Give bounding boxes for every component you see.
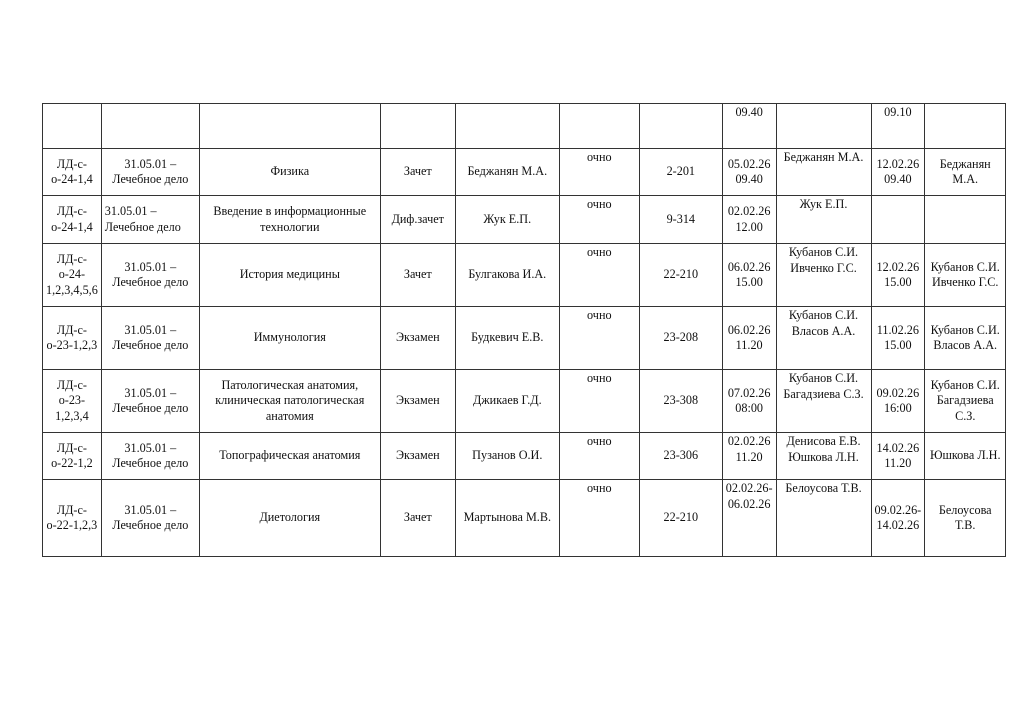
- first-attempt-examiners-cell: Кубанов С.И. Багадзиева С.З.: [776, 370, 871, 433]
- group-cell: ЛД-с-о-22-1,2,3: [43, 480, 102, 557]
- second-attempt-date-cell: 11.02.26 15.00: [871, 307, 925, 370]
- program-code-cell: 31.05.01 – Лечебное дело: [101, 149, 199, 196]
- second-attempt-date-cell: 09.02.26 16:00: [871, 370, 925, 433]
- program-code-cell: 31.05.01 – Лечебное дело: [101, 480, 199, 557]
- discipline-cell: [199, 104, 380, 149]
- teacher-cell: Жук Е.П.: [455, 196, 559, 244]
- teacher-cell: Будкевич Е.В.: [455, 307, 559, 370]
- first-attempt-date-cell: 06.02.26 11.20: [722, 307, 776, 370]
- first-attempt-examiners-cell: Денисова Е.В. Юшкова Л.Н.: [776, 433, 871, 480]
- study-form-cell: очно: [559, 370, 639, 433]
- study-form-cell: очно: [559, 196, 639, 244]
- first-attempt-date-cell: 09.40: [722, 104, 776, 149]
- exam-schedule-table: [42, 103, 1006, 557]
- discipline-cell: Патологическая анатомия, клиническая патологическая анатомия: [199, 370, 380, 433]
- table-row: [43, 244, 1006, 307]
- study-form-cell: очно: [559, 433, 639, 480]
- second-attempt-examiners-cell: [925, 196, 1006, 244]
- teacher-cell: Булгакова И.А.: [455, 244, 559, 307]
- study-form-cell: очно: [559, 480, 639, 557]
- program-code-cell: 31.05.01 – Лечебное дело: [101, 244, 199, 307]
- second-attempt-date-cell: 09.02.26-14.02.26: [871, 480, 925, 557]
- discipline-cell: Введение в информационные технологии: [199, 196, 380, 244]
- table-row: [43, 104, 1006, 149]
- room-cell: 22-210: [639, 244, 722, 307]
- first-attempt-examiners-cell: Беджанян М.А.: [776, 149, 871, 196]
- study-form-cell: [559, 104, 639, 149]
- group-cell: ЛД-с-о-22-1,2: [43, 433, 102, 480]
- second-attempt-examiners-cell: [925, 104, 1006, 149]
- group-cell: ЛД-с-о-24-1,4: [43, 196, 102, 244]
- group-cell: ЛД-с-о-23-1,2,3: [43, 307, 102, 370]
- room-cell: 2-201: [639, 149, 722, 196]
- group-cell: ЛД-с-о-24-1,4: [43, 149, 102, 196]
- program-code-cell: 31.05.01 – Лечебное дело: [101, 196, 199, 244]
- control-form-cell: Экзамен: [380, 370, 455, 433]
- discipline-cell: Диетология: [199, 480, 380, 557]
- second-attempt-date-cell: 14.02.26 11.20: [871, 433, 925, 480]
- first-attempt-examiners-cell: Белоусова Т.В.: [776, 480, 871, 557]
- second-attempt-date-cell: 12.02.26 15.00: [871, 244, 925, 307]
- study-form-cell: очно: [559, 149, 639, 196]
- second-attempt-examiners-cell: Юшкова Л.Н.: [925, 433, 1006, 480]
- first-attempt-date-cell: 07.02.26 08:00: [722, 370, 776, 433]
- teacher-cell: Беджанян М.А.: [455, 149, 559, 196]
- control-form-cell: Зачет: [380, 149, 455, 196]
- control-form-cell: Экзамен: [380, 307, 455, 370]
- discipline-cell: История медицины: [199, 244, 380, 307]
- second-attempt-date-cell: 09.10: [871, 104, 925, 149]
- study-form-cell: очно: [559, 244, 639, 307]
- second-attempt-examiners-cell: Кубанов С.И. Власов А.А.: [925, 307, 1006, 370]
- table-body: [43, 104, 1006, 557]
- second-attempt-examiners-cell: Кубанов С.И. Ивченко Г.С.: [925, 244, 1006, 307]
- table-row: [43, 480, 1006, 557]
- study-form-cell: очно: [559, 307, 639, 370]
- group-cell: ЛД-с-о-23-1,2,3,4: [43, 370, 102, 433]
- first-attempt-date-cell: 02.02.26 12.00: [722, 196, 776, 244]
- second-attempt-date-cell: 12.02.26 09.40: [871, 149, 925, 196]
- first-attempt-date-cell: 05.02.26 09.40: [722, 149, 776, 196]
- first-attempt-examiners-cell: [776, 104, 871, 149]
- teacher-cell: Пузанов О.И.: [455, 433, 559, 480]
- discipline-cell: Топографическая анатомия: [199, 433, 380, 480]
- first-attempt-date-cell: 02.02.26-06.02.26: [722, 480, 776, 557]
- first-attempt-examiners-cell: Кубанов С.И. Власов А.А.: [776, 307, 871, 370]
- table-row: [43, 196, 1006, 244]
- first-attempt-examiners-cell: Жук Е.П.: [776, 196, 871, 244]
- teacher-cell: Мартынова М.В.: [455, 480, 559, 557]
- program-code-cell: 31.05.01 – Лечебное дело: [101, 433, 199, 480]
- room-cell: 23-306: [639, 433, 722, 480]
- first-attempt-date-cell: 02.02.26 11.20: [722, 433, 776, 480]
- program-code-cell: 31.05.01 – Лечебное дело: [101, 307, 199, 370]
- group-cell: ЛД-с-о-24-1,2,3,4,5,6: [43, 244, 102, 307]
- table-row: [43, 370, 1006, 433]
- room-cell: 23-208: [639, 307, 722, 370]
- second-attempt-examiners-cell: Белоусова Т.В.: [925, 480, 1006, 557]
- first-attempt-date-cell: 06.02.26 15.00: [722, 244, 776, 307]
- control-form-cell: Зачет: [380, 480, 455, 557]
- first-attempt-examiners-cell: Кубанов С.И. Ивченко Г.С.: [776, 244, 871, 307]
- control-form-cell: Диф.зачет: [380, 196, 455, 244]
- room-cell: 23-308: [639, 370, 722, 433]
- teacher-cell: [455, 104, 559, 149]
- discipline-cell: Иммунология: [199, 307, 380, 370]
- control-form-cell: Зачет: [380, 244, 455, 307]
- second-attempt-examiners-cell: Беджанян М.А.: [925, 149, 1006, 196]
- room-cell: [639, 104, 722, 149]
- control-form-cell: [380, 104, 455, 149]
- room-cell: 22-210: [639, 480, 722, 557]
- program-code-cell: [101, 104, 199, 149]
- table-row: [43, 149, 1006, 196]
- teacher-cell: Джикаев Г.Д.: [455, 370, 559, 433]
- second-attempt-date-cell: [871, 196, 925, 244]
- discipline-cell: Физика: [199, 149, 380, 196]
- control-form-cell: Экзамен: [380, 433, 455, 480]
- table-row: [43, 307, 1006, 370]
- group-cell: [43, 104, 102, 149]
- room-cell: 9-314: [639, 196, 722, 244]
- second-attempt-examiners-cell: Кубанов С.И. Багадзиева С.З.: [925, 370, 1006, 433]
- table-row: [43, 433, 1006, 480]
- program-code-cell: 31.05.01 – Лечебное дело: [101, 370, 199, 433]
